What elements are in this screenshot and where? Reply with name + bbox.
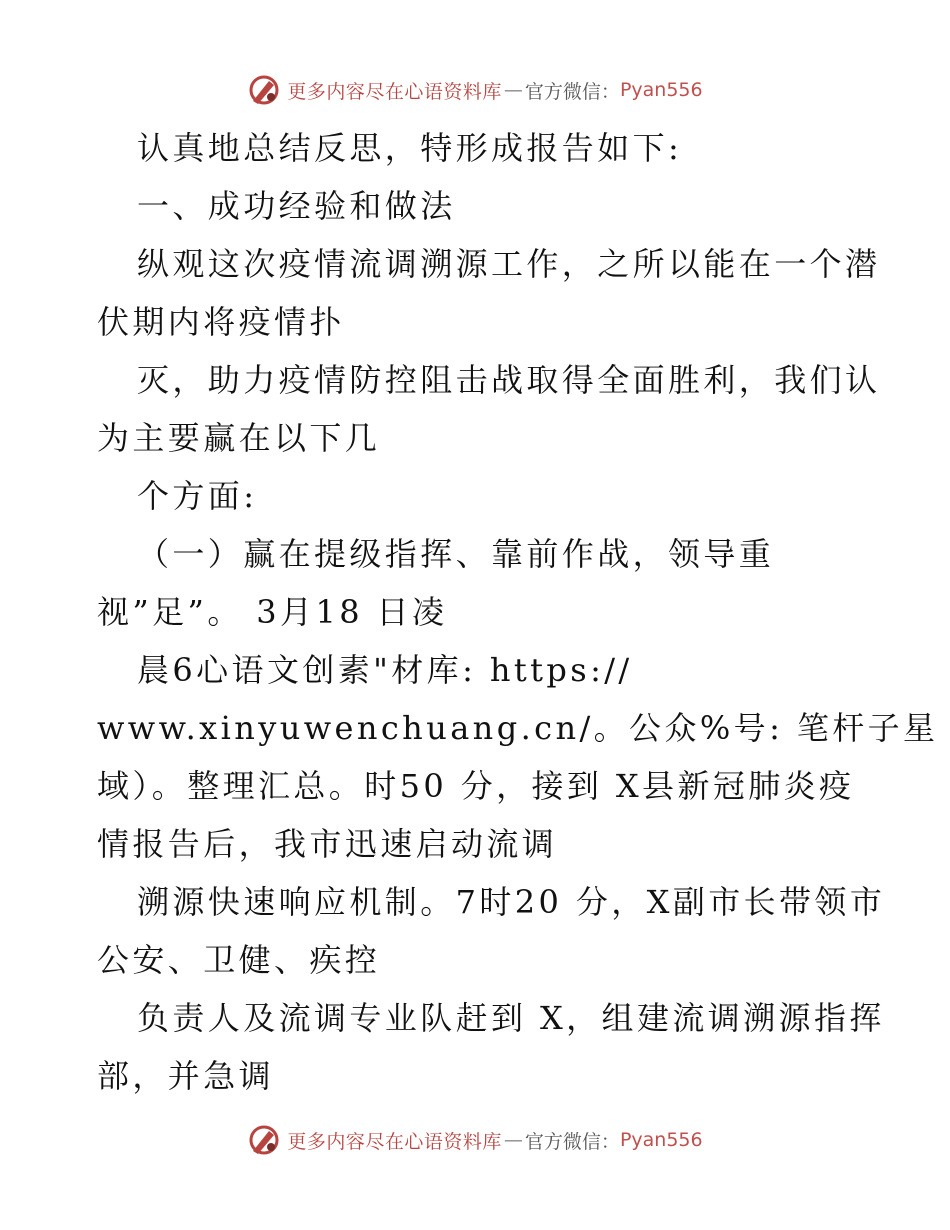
doc-line: www.xinyuwenchuang.cn/。公众%号: 笔杆子星 [97,709,939,747]
banner-colon: ： [600,80,620,103]
pen-circle-logo-icon [247,1123,281,1157]
doc-line: 视”足”。 3月18 日凌 [97,593,448,631]
doc-line: 情报告后，我市迅速启动流调 [97,825,558,863]
banner-dash: — [503,79,523,101]
doc-line: 纵观这次疫情流调溯源工作，之所以能在一个潜 [137,245,881,283]
banner-brand-text: 更多内容尽在心语资料库 [287,1130,502,1153]
doc-line: 认真地总结反思，特形成报告如下: [137,129,683,167]
banner-account-text: Pyan556 [619,79,703,101]
doc-line: 域）。整理汇总。时50 分，接到 X县新冠肺炎疫 [97,767,855,805]
pen-circle-logo-icon [247,73,281,107]
doc-line: 部，并急调 [97,1057,275,1095]
banner-colon: ： [600,1130,620,1153]
doc-line: 个方面: [137,477,258,515]
banner-brand-text: 更多内容尽在心语资料库 [287,80,502,103]
banner-dash: — [503,1129,523,1151]
subsection-heading: （一）赢在提级指挥、靠前作战，领导重 [137,535,775,573]
banner-official-text: 官方微信 [524,80,601,103]
footer-watermark-banner [0,1120,950,1160]
doc-line: 灭，助力疫情防控阻击战取得全面胜利，我们认 [137,361,881,399]
section-heading: 一、成功经验和做法 [137,187,456,225]
banner-official-text: 官方微信 [524,1130,601,1153]
header-watermark-banner [0,70,950,110]
doc-line: 公安、卫健、疾控 [97,941,381,979]
doc-line: 为主要赢在以下几 [97,419,381,457]
banner-account-text: Pyan556 [619,1129,703,1151]
doc-line: 溯源快速响应机制。7时20 分，X副市长带领市 [137,883,886,921]
doc-line: 负责人及流调专业队赶到 X，组建流调溯源指挥 [137,999,885,1037]
doc-line: 晨6心语文创素"材库: https:// [137,651,633,689]
doc-line: 伏期内将疫情扑 [97,303,345,341]
